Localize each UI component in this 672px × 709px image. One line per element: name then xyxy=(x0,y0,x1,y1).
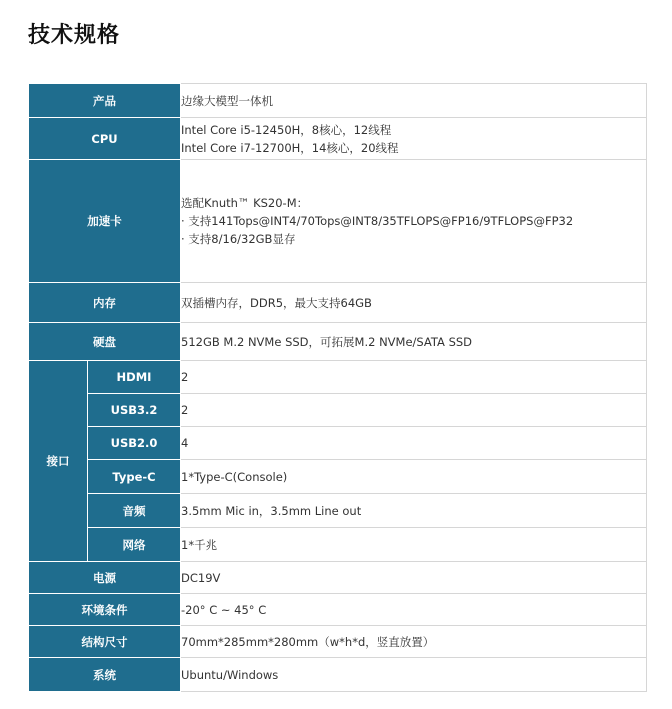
cpu-line-2: Intel Core i7-12700H，14核心，20线程 xyxy=(181,140,399,155)
spec-row-typec xyxy=(29,460,647,494)
spec-value-os: Ubuntu/Windows xyxy=(181,658,647,692)
spec-row-usb20 xyxy=(29,427,647,460)
interface-value-typec: 1*Type-C(Console) xyxy=(181,460,647,494)
spec-value-accelerator xyxy=(181,160,647,283)
spec-row-dimensions xyxy=(29,626,647,658)
interface-label-network: 网络 xyxy=(88,528,181,562)
interface-value-network: 1*千兆 xyxy=(181,528,647,562)
accelerator-line-2: · 支持141Tops@INT4/70Tops@INT8/35TFLOPS@FP16/9TFLOPS@FP32 xyxy=(181,214,574,228)
cpu-line-1: Intel Core i5-12450H，8核心，12线程 xyxy=(181,122,392,137)
spec-row-storage xyxy=(29,323,647,361)
spec-row-product xyxy=(29,84,647,118)
spec-value-product: 边缘大模型一体机 xyxy=(181,84,647,118)
spec-row-hdmi xyxy=(29,361,647,394)
spec-label-environment: 环境条件 xyxy=(29,594,181,626)
spec-value-dimensions: 70mm*285mm*280mm（w*h*d，竖直放置） xyxy=(181,626,647,658)
spec-label-os: 系统 xyxy=(29,658,181,692)
spec-row-environment xyxy=(29,594,647,626)
spec-label-interfaces: 接口 xyxy=(29,361,88,562)
interface-label-hdmi: HDMI xyxy=(88,361,181,394)
spec-value-power: DC19V xyxy=(181,562,647,594)
spec-label-product: 产品 xyxy=(29,84,181,118)
spec-row-network xyxy=(29,528,647,562)
spec-value-memory: 双插槽内存，DDR5，最大支持64GB xyxy=(181,283,647,323)
spec-row-usb32 xyxy=(29,394,647,427)
spec-label-storage: 硬盘 xyxy=(29,323,181,361)
page-title: 技术规格 xyxy=(28,23,121,48)
spec-value-cpu xyxy=(181,118,647,160)
spec-label-accelerator: 加速卡 xyxy=(29,160,181,283)
spec-value-storage: 512GB M.2 NVMe SSD，可拓展M.2 NVMe/SATA SSD xyxy=(181,323,647,361)
interface-value-usb32: 2 xyxy=(181,394,647,427)
interface-value-audio: 3.5mm Mic in，3.5mm Line out xyxy=(181,494,647,528)
interface-value-hdmi: 2 xyxy=(181,361,647,394)
interface-label-usb32: USB3.2 xyxy=(88,394,181,427)
spec-row-accelerator xyxy=(29,160,647,283)
spec-table xyxy=(28,83,647,692)
spec-row-memory xyxy=(29,283,647,323)
spec-label-cpu: CPU xyxy=(29,118,181,160)
interface-value-usb20: 4 xyxy=(181,427,647,460)
spec-label-dimensions: 结构尺寸 xyxy=(29,626,181,658)
spec-label-memory: 内存 xyxy=(29,283,181,323)
accelerator-line-3: · 支持8/16/32GB显存 xyxy=(181,232,296,246)
spec-value-environment: -20° C ~ 45° C xyxy=(181,594,647,626)
spec-row-audio xyxy=(29,494,647,528)
accelerator-line-1: 选配Knuth™ KS20-M： xyxy=(181,196,309,210)
spec-label-power: 电源 xyxy=(29,562,181,594)
spec-row-power xyxy=(29,562,647,594)
spec-row-cpu xyxy=(29,118,647,160)
interface-label-usb20: USB2.0 xyxy=(88,427,181,460)
spec-row-os xyxy=(29,658,647,692)
interface-label-audio: 音频 xyxy=(88,494,181,528)
interface-label-typec: Type-C xyxy=(88,460,181,494)
